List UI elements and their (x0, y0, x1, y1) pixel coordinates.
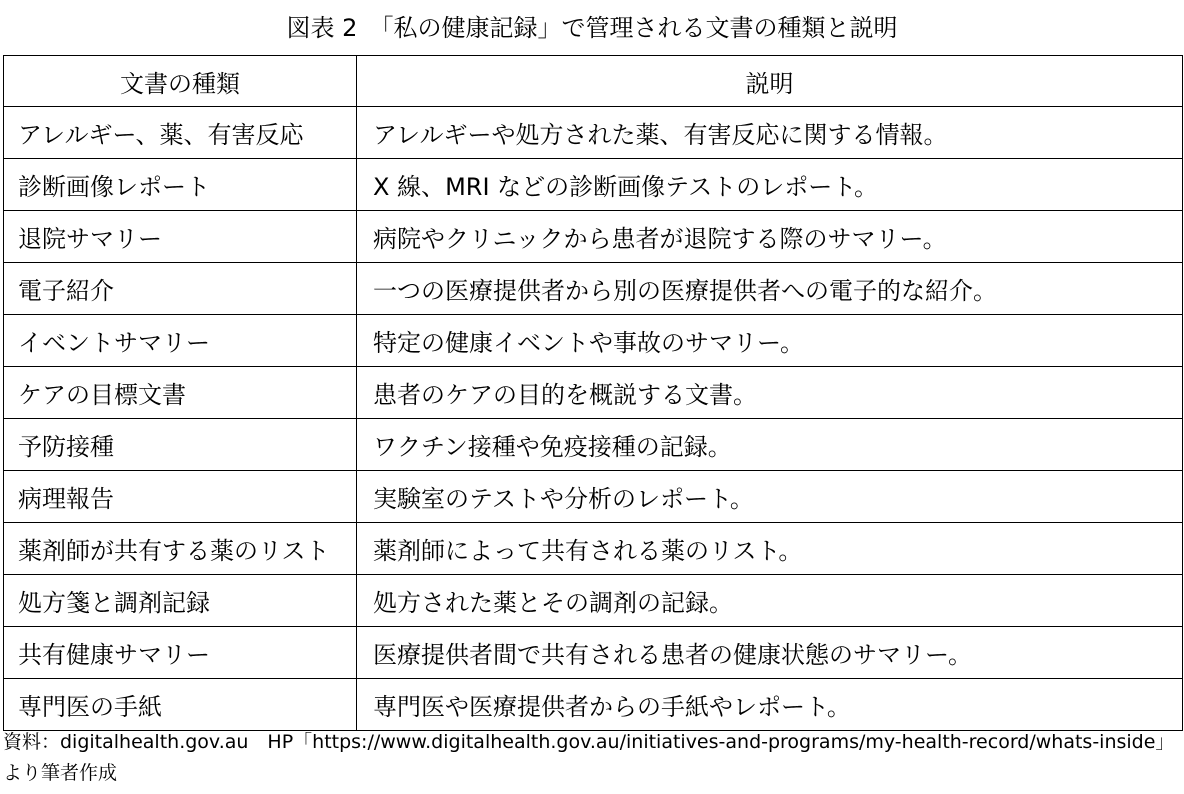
table-row (4, 679, 1183, 731)
table-row (4, 263, 1183, 315)
table-row (4, 315, 1183, 367)
description-cell: 病院やクリニックから患者が退院する際のサマリー。 (357, 211, 1183, 263)
column-header-type: 文書の種類 (4, 56, 357, 107)
document-type-cell: アレルギー、薬、有害反応 (4, 107, 357, 159)
source-note: 資料：digitalhealth.gov.au HP「https://www.digitalhealth.gov.au/initiatives-and-programs/my-health-record/whats-inside」より筆者作成 (3, 731, 1175, 784)
description-cell: X 線、MRI などの診断画像テストのレポート。 (357, 159, 1183, 211)
description-cell: アレルギーや処方された薬、有害反応に関する情報。 (357, 107, 1183, 159)
document-type-cell: 処方箋と調剤記録 (4, 575, 357, 627)
description-cell: 一つの医療提供者から別の医療提供者への電子的な紹介。 (357, 263, 1183, 315)
description-cell: 薬剤師によって共有される薬のリスト。 (357, 523, 1183, 575)
column-header-description: 説明 (357, 56, 1183, 107)
document-type-cell: 予防接種 (4, 419, 357, 471)
document-type-cell: 退院サマリー (4, 211, 357, 263)
table-row (4, 211, 1183, 263)
table-row (4, 627, 1183, 679)
description-cell: 専門医や医療提供者からの手紙やレポート。 (357, 679, 1183, 731)
table-row (4, 159, 1183, 211)
table-row (4, 523, 1183, 575)
table-header-row (4, 56, 1183, 107)
document-type-cell: 診断画像レポート (4, 159, 357, 211)
table-row (4, 419, 1183, 471)
table-row (4, 471, 1183, 523)
document-type-cell: イベントサマリー (4, 315, 357, 367)
figure-title: 図表 2 「私の健康記録」で管理される文書の種類と説明 (286, 14, 898, 42)
description-cell: 患者のケアの目的を概説する文書。 (357, 367, 1183, 419)
document-type-cell: 病理報告 (4, 471, 357, 523)
document-type-cell: 電子紹介 (4, 263, 357, 315)
document-type-cell: 共有健康サマリー (4, 627, 357, 679)
description-cell: 特定の健康イベントや事故のサマリー。 (357, 315, 1183, 367)
description-cell: 実験室のテストや分析のレポート。 (357, 471, 1183, 523)
description-cell: 処方された薬とその調剤の記録。 (357, 575, 1183, 627)
document-type-cell: 専門医の手紙 (4, 679, 357, 731)
document-type-cell: 薬剤師が共有する薬のリスト (4, 523, 357, 575)
table-row (4, 367, 1183, 419)
document-types-table (3, 55, 1183, 731)
document-type-cell: ケアの目標文書 (4, 367, 357, 419)
description-cell: 医療提供者間で共有される患者の健康状態のサマリー。 (357, 627, 1183, 679)
table-row (4, 107, 1183, 159)
table-row (4, 575, 1183, 627)
description-cell: ワクチン接種や免疫接種の記録。 (357, 419, 1183, 471)
